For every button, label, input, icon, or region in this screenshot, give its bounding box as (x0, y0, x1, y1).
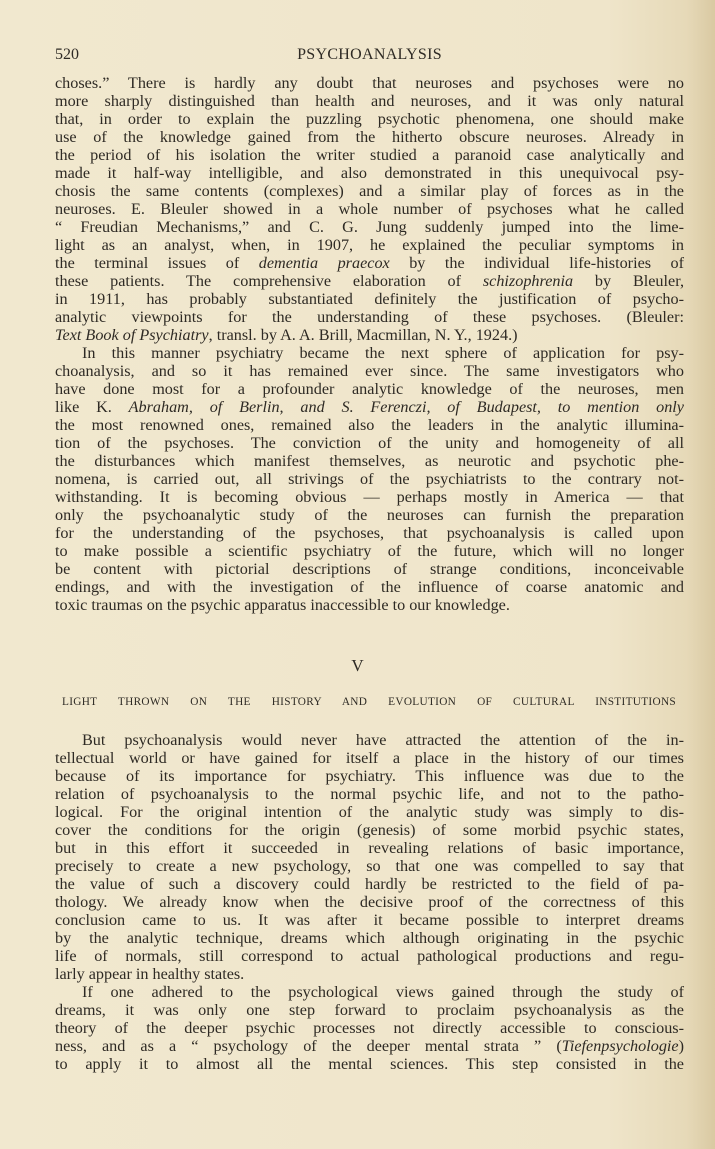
text-segment: the most renowned ones, remained also the leaders in the analytic illumina- (55, 416, 684, 434)
text-segment: thology. We already know when the decisive proof of the correctness of this (55, 893, 684, 911)
text-segment: If one adhered to the psychological views gained through the study of (82, 983, 684, 1001)
text-segment: chosis the same contents (complexes) and a similar play of forces as in the (55, 182, 684, 200)
text-segment: but in this effort it succeeded in revealing relations of basic importance, (55, 839, 684, 857)
text-segment: the period of his isolation the writer studied a paranoid case analytically and (55, 146, 684, 164)
text-line (55, 182, 684, 200)
text-line (55, 578, 684, 596)
text-line (55, 965, 684, 983)
page-number: 520 (55, 46, 79, 63)
text-line (55, 749, 684, 767)
text-segment: cover the conditions for the origin (genesis) of some morbid psychic states, (55, 821, 684, 839)
text-line (55, 560, 684, 578)
text-segment: ) (678, 1037, 684, 1055)
italic-text: Abraham, of Berlin, and S. Ferenczi, of Budapest, to mention only (128, 398, 684, 416)
text-line (55, 308, 684, 326)
italic-text: schizophrenia (482, 272, 574, 290)
text-segment: by Bleuler, (573, 272, 684, 290)
text-segment: larly appear in healthy states. (55, 965, 245, 983)
text-line (55, 470, 684, 488)
text-line (55, 272, 684, 290)
text-line (55, 218, 684, 236)
text-line (55, 767, 684, 785)
text-segment: have done most for a profounder analytic knowledge of the neuroses, men (55, 380, 684, 398)
text-segment: to apply it to almost all the mental sciences. This step consisted in the (55, 1055, 684, 1073)
text-segment: be content with pictorial descriptions of strange conditions, inconceivable (55, 560, 684, 578)
text-segment: logical. For the original intention of the analytic study was simply to dis- (55, 803, 684, 821)
text-line (55, 380, 684, 398)
text-segment: neuroses. E. Bleuler showed in a whole number of psychoses what he called (55, 200, 684, 218)
text-line (55, 200, 684, 218)
text-line (55, 1055, 684, 1073)
text-line (55, 839, 684, 857)
text-line (55, 983, 684, 1001)
text-line (55, 128, 684, 146)
text-line (55, 74, 684, 92)
text-segment: “ Freudian Mechanisms,” and C. G. Jung suddenly jumped into the lime- (55, 218, 684, 236)
text-line (55, 506, 684, 524)
section-number: V (351, 656, 364, 675)
text-segment: analytic viewpoints for the understanding of these psychoses. (Bleuler: (55, 308, 684, 326)
text-line (55, 785, 684, 803)
text-segment: relation of psychoanalysis to the normal psychic life, and not to the patho- (55, 785, 684, 803)
text-segment: toxic traumas on the psychic apparatus inaccessible to our knowledge. (55, 596, 510, 614)
italic-text: Tiefenpsychologie (561, 1037, 679, 1055)
text-line (55, 947, 684, 965)
text-segment: these patients. The comprehensive elaboration of (55, 272, 483, 290)
text-line (55, 92, 684, 110)
text-segment: choanalysis, and so it has remained ever since. The same investigators who (55, 362, 684, 380)
text-segment: like K. (55, 398, 129, 416)
text-line (55, 911, 684, 929)
text-segment: more sharply distinguished than health and neuroses, and it was only natural (55, 92, 684, 110)
text-line (55, 254, 684, 272)
text-segment: precisely to create a new psychology, so that one was compelled to say that (55, 857, 684, 875)
text-segment: tellectual world or have gained for itself a place in the history of our times (55, 749, 684, 767)
text-segment: light as an analyst, when, in 1907, he explained the peculiar symptoms in (55, 236, 684, 254)
text-line (55, 803, 684, 821)
text-segment: the disturbances which manifest themselves, as neurotic and psychotic phe- (55, 452, 684, 470)
text-segment: withstanding. It is becoming obvious — perhaps mostly in America — that (55, 488, 684, 506)
text-line (55, 821, 684, 839)
text-line (55, 146, 684, 164)
text-line (55, 731, 684, 749)
text-segment: choses.” There is hardly any doubt that neuroses and psychoses were no (55, 74, 684, 92)
text-segment: , transl. by A. A. Brill, Macmillan, N. Y., 1924.) (208, 326, 518, 344)
text-segment: because of its importance for psychiatry. This influence was due to the (55, 767, 684, 785)
text-segment: the value of such a discovery could hardly be restricted to the field of pa- (55, 875, 684, 893)
running-title: PSYCHOANALYSIS (297, 46, 442, 63)
text-line (55, 362, 684, 380)
text-line (55, 929, 684, 947)
text-line (55, 416, 684, 434)
text-segment: conclusion came to us. It was after it became possible to interpret dreams (55, 911, 684, 929)
text-line (55, 542, 684, 560)
text-line (55, 524, 684, 542)
text-line (55, 893, 684, 911)
text-line (55, 452, 684, 470)
text-line (55, 326, 684, 344)
text-segment: nomena, is carried out, all strivings of the psychiatrists to the contrary not- (55, 470, 684, 488)
text-segment: use of the knowledge gained from the hitherto obscure neuroses. Already in (55, 128, 684, 146)
text-segment: for the understanding of the psychoses, that psychoanalysis is called upon (55, 524, 684, 542)
text-segment: that, in order to explain the puzzling psychotic phenomena, one should make (55, 110, 684, 128)
text-segment: only the psychoanalytic study of the neuroses can furnish the preparation (55, 506, 684, 524)
text-segment: dreams, it was only one step forward to proclaim psychoanalysis as the (55, 1001, 684, 1019)
text-line (55, 1037, 684, 1055)
section-heading: LIGHT THROWN ON THE HISTORY AND EVOLUTION OF CULTURAL INSTITUTIONS (62, 696, 676, 708)
text-segment: made it half-way intelligible, and also demonstrated in this unequivocal psy- (55, 164, 684, 182)
running-header (55, 46, 684, 68)
text-segment: In this manner psychiatry became the next sphere of application for psy- (82, 344, 684, 362)
text-line (55, 857, 684, 875)
paragraph-continued (55, 74, 684, 344)
text-line (55, 164, 684, 182)
text-segment: But psychoanalysis would never have attracted the attention of the in- (82, 731, 684, 749)
text-segment: to make possible a scientific psychiatry of the future, which will no longer (55, 542, 684, 560)
paragraph (55, 983, 684, 1073)
text-line (55, 236, 684, 254)
text-line (55, 1001, 684, 1019)
text-segment: by the individual life-histories of (389, 254, 685, 272)
text-line (55, 398, 684, 416)
text-line (55, 488, 684, 506)
paragraph (55, 731, 684, 983)
text-segment: endings, and with the investigation of the influence of coarse anatomic and (55, 578, 684, 596)
text-line (55, 344, 684, 362)
text-segment: life of normals, still correspond to actual pathological productions and regu- (55, 947, 684, 965)
text-line (55, 110, 684, 128)
paragraph (55, 344, 684, 614)
text-line (55, 596, 684, 614)
text-segment: ness, and as a “ psychology of the deeper mental strata ” ( (55, 1037, 562, 1055)
text-segment: tion of the psychoses. The conviction of the unity and homogeneity of all (55, 434, 684, 452)
text-line (55, 434, 684, 452)
text-segment: by the analytic technique, dreams which although originating in the psychic (55, 929, 684, 947)
text-segment: in 1911, has probably substantiated definitely the justification of psycho- (55, 290, 684, 308)
italic-text: dementia praecox (258, 254, 390, 272)
text-line (55, 290, 684, 308)
text-line (55, 875, 684, 893)
italic-text: Text Book of Psychiatry (55, 326, 209, 344)
text-segment: the terminal issues of (55, 254, 259, 272)
text-line (55, 1019, 684, 1037)
text-segment: theory of the deeper psychic processes not directly accessible to conscious- (55, 1019, 684, 1037)
